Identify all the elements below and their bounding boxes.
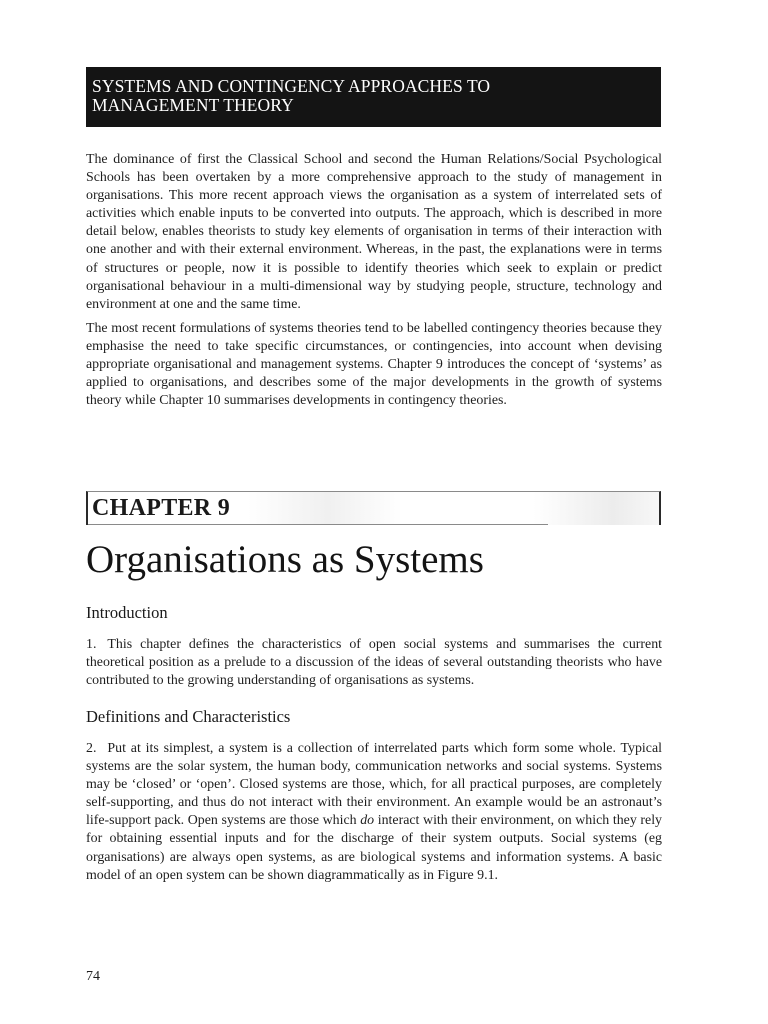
- intro-paragraph-2: The most recent formulations of systems theories tend to be labelled contingency theories because they emphasise the need to take specific circumstances, or contingencies, into account when devising appropriate organisational and management systems. Chapter 9 introduces the concept of ‘systems’ as applied to organisations, and describes some of the major developments in the growth of systems theory while Chapter 10 summarises developments in contingency theories.: [86, 320, 662, 409]
- section-heading-introduction: Introduction: [86, 603, 168, 622]
- intro-paragraph-1: The dominance of first the Classical School and second the Human Relations/Social Psychological Schools has been overtaken by a more comprehensive approach to the study of management in organisations. This more recent approach views the organisation as a system of interrelated sets of activities which enable inputs to be converted into outputs. The approach, which is described in more detail below, enables theorists to study key elements of organisation in terms of their interaction with one another and with their external environment. Whereas, in the past, the explanations were in terms of structures or people, now it is possible to identify theories which seek to explain or predict organisational behaviour in a multi-dimensional way by studying people, structure, technology and environment at one and the same time.: [86, 152, 662, 312]
- part-header-line-1: SYSTEMS AND CONTINGENCY APPROACHES TO: [92, 76, 491, 96]
- section-heading-definitions: Definitions and Characteristics: [86, 707, 291, 726]
- chapter-label: CHAPTER 9: [92, 495, 231, 521]
- part-header-banner: [86, 67, 661, 127]
- page-number: 74: [86, 969, 100, 984]
- part-header-line-2: MANAGEMENT THEORY: [92, 95, 294, 115]
- paragraph-number: 1.: [86, 637, 97, 652]
- paragraph-text: This chapter defines the characteristics of open social systems and summarises the current theoretical position as a prelude to a discussion of the ideas of several outstanding theorists who have contributed to the growing understanding of organisations as systems.: [86, 637, 662, 689]
- chapter-title: Organisations as Systems: [86, 538, 484, 581]
- paragraph-text-end: interact with their environment, on which they rely for obtaining essential inputs and for the discharge of their system outputs. Social systems (eg organisations) are always open systems, as are biological systems and information systems. A basic model of an open system can be shown diagrammatically as in Figure 9.1.: [86, 813, 662, 883]
- paragraph-number: 2.: [86, 741, 97, 756]
- paragraph-emphasis: do: [360, 813, 375, 829]
- part-introduction: [86, 151, 662, 416]
- paragraph-2: [86, 740, 662, 885]
- chapter-label-rule: [88, 524, 548, 525]
- paragraph-text-start: Put at its simplest, a system is a collection of interrelated parts which form some whole. Typical systems are the solar system, the human body, communication networks and social systems. Systems may be ‘closed’ or ‘open’. Closed systems are those, which, for all practical purposes, are completely self-supporting, and thus do not interact with their environment. An example would be an astronaut’s life-support pack. Open systems are those which: [86, 741, 662, 829]
- chapter-label-box: [86, 491, 661, 525]
- paragraph-1: [86, 636, 662, 690]
